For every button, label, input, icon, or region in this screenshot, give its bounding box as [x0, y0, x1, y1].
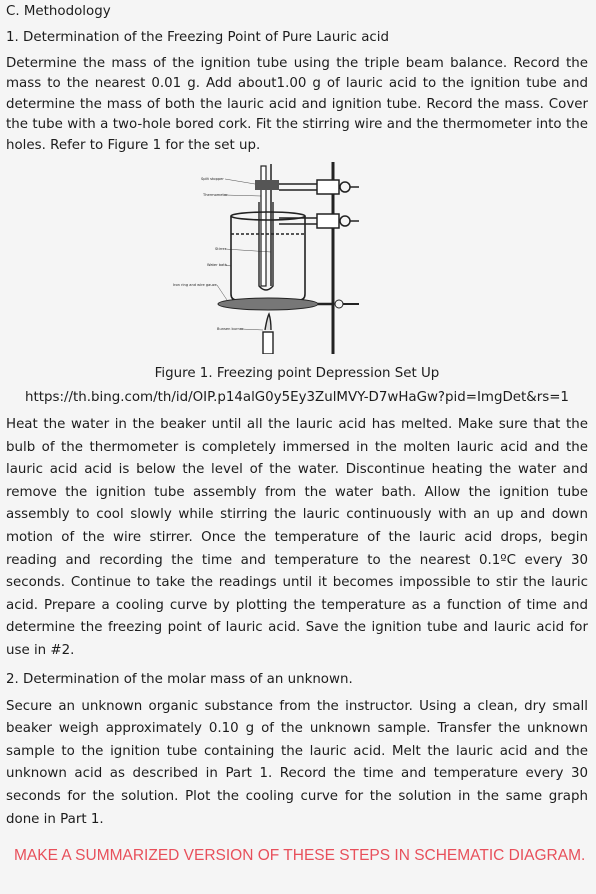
figure-caption: Figure 1. Freezing point Depression Set Up [154, 366, 440, 382]
label-stopper: Split stopper [201, 177, 224, 182]
label-water-bath: Water bath [207, 263, 227, 268]
part1-heading: 1. Determination of the Freezing Point of Pure Lauric acid [6, 30, 389, 45]
part2-heading: 2. Determination of the molar mass of an unknown. [6, 671, 353, 687]
iron-ring-gauze [218, 298, 359, 310]
label-thermometer: Thermometer [203, 193, 228, 198]
instruction-text: MAKE A SUMMARIZED VERSION OF THESE STEPS IN SCHEMATIC DIAGRAM. [14, 847, 586, 865]
figure-source-url: https://th.bing.com/th/id/OIP.p14alG0y5Ey3ZulMVY-D7wHaGw?pid=ImgDet&rs=1 [25, 390, 569, 406]
apparatus-diagram [167, 162, 427, 354]
split-stopper [255, 180, 279, 190]
bunsen-burner [263, 314, 273, 354]
part2-paragraph: Secure an unknown organic substance from the instructor. Using a clean, dry small beaker weigh approximately 0.10 g of the unknown sample. Transfer the unknown sample to the ignition tube containing the lauric acid. Melt the lauric acid and the unknown acid as described in Part 1. Record the time and temperature every 30 seconds for the solution. Plot the cooling curve for the solution in the same graph done in Part 1. [6, 698, 588, 827]
setup-figure [167, 162, 427, 354]
lower-clamp [279, 214, 359, 228]
part1-paragraph1: Determine the mass of the ignition tube using the triple beam balance. Record the mass to the nearest 0.01 g. Add about1.00 g of lauric acid to the ignition tube and determine the mass of both the lauric acid and ignition tube. Record the mass. Cover the tube with a two-hole bored cork. Fit the stirring wire and the thermometer into the holes. Refer to Figure 1 for the set up. [6, 56, 588, 153]
upper-clamp [279, 180, 359, 194]
part1-paragraph2: Heat the water in the beaker until all the lauric acid has melted. Make sure that the bulb of the thermometer is completely immersed in the molten lauric acid and the lauric acid acid is below the level of the water. Discontinue heating the water and remove the ignition tube assembly from the water bath. Allow the ignition tube assembly to cool slowly while stirring the lauric continuously with an up and down motion of the wire stirrer. Once the temperature of the lauric acid drops, begin reading and recording the time and temperature to the nearest 0.1ºC every 30 seconds. Continue to take the readings until it becomes impossible to stir the lauric acid. Prepare a cooling curve by plotting the temperature as a function of time and determine the freezing point of lauric acid. Save the ignition tube and lauric acid for use in #2. [6, 417, 588, 658]
label-burner: Bunsen burner [217, 327, 244, 332]
section-title: C. Methodology [6, 4, 111, 19]
water-bath-beaker [231, 212, 305, 300]
label-ring: Iron ring and wire gauze [173, 283, 217, 288]
label-stirrer: Stirrer [215, 247, 227, 252]
